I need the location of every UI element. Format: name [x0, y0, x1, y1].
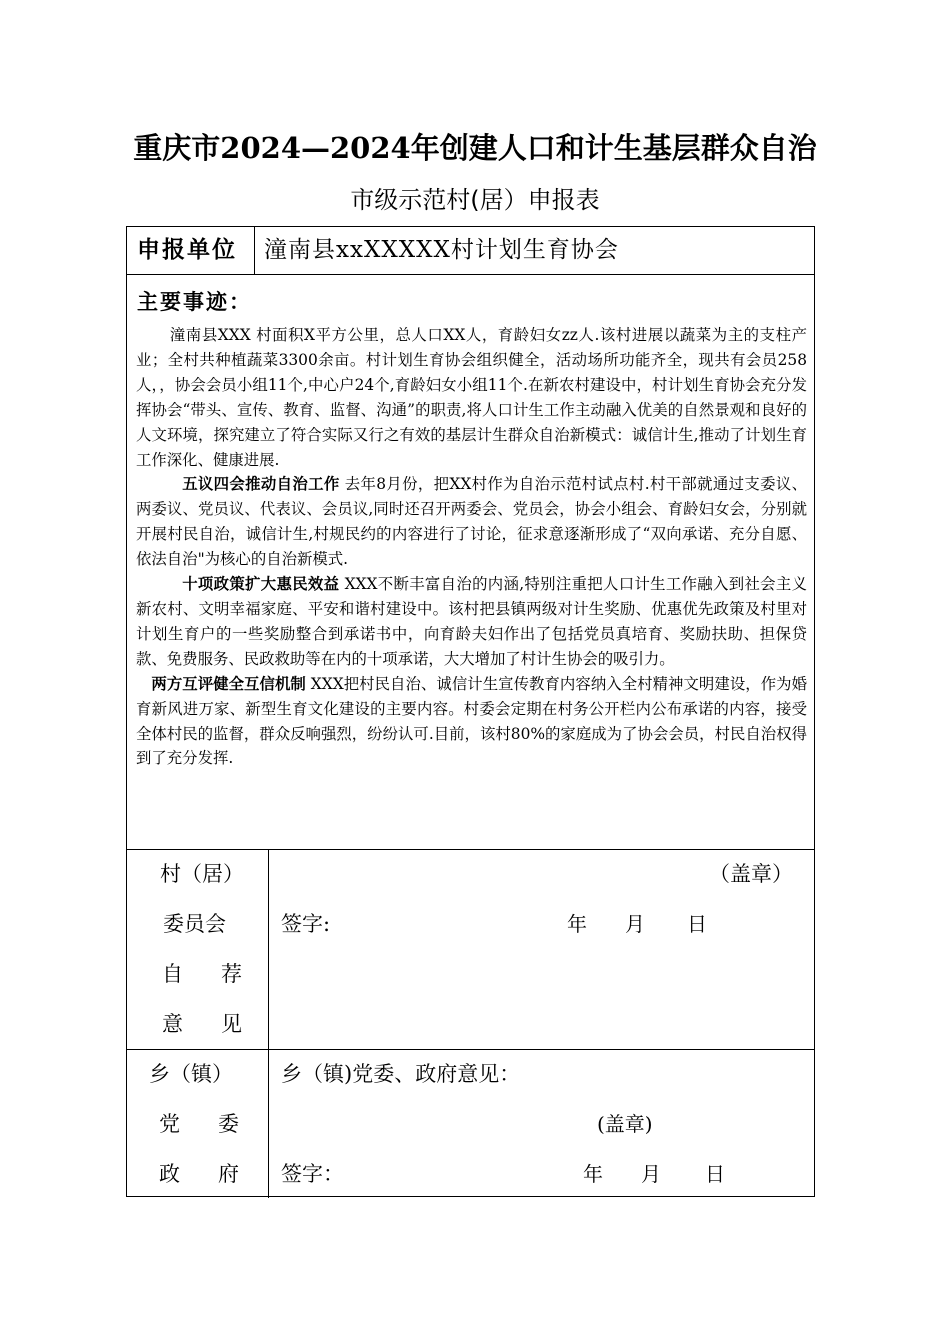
deeds-paragraph-3 [136, 572, 807, 672]
village-divider [268, 849, 269, 1198]
deeds-body[interactable] [136, 323, 807, 771]
village-seal: （盖章） [709, 862, 793, 886]
village-label-line4-a: 意 [162, 1012, 183, 1036]
township-label-line2-a: 党 [159, 1112, 180, 1136]
village-date-year: 年 [567, 912, 587, 936]
deeds-text-2: 去年8月份，把XX村作为自治示范村试点村.村干部就通过支委议、两委议、党员议、代表议、会员议,同时还召开两委会、党员会，协会小组会、育龄妇女会，分别就开展村民自治，诚信计生,村规民约的内容进行了讨论，征求意逐渐形成了“双向承诺、充分自愿、依法自治"为核心的自治新模式. [136, 475, 807, 569]
unit-divider [254, 227, 255, 274]
township-date-day: 日 [705, 1162, 725, 1186]
township-date-year: 年 [583, 1162, 603, 1186]
deeds-heading-3: 十项政策扩大惠民效益 [182, 575, 340, 594]
village-label-line3-b: 荐 [221, 962, 242, 986]
deeds-text-3: XXX不断丰富自治的内涵,特别注重把人口计生工作融入到社会主义新农村、文明幸福家庭、平安和谐村建设中。该村把县镇两级对计生奖励、优惠优先政策及村里对计划生育户的一些奖励整合到承诺书中，向育龄夫妇作出了包括党员真培育、奖励扶助、担保贷款、免费服务、民政救助等在内的十项承诺，大大增加了村计生协会的吸引力。 [136, 575, 807, 668]
deeds-paragraph-2 [136, 472, 807, 572]
village-sign-label[interactable]: 签字: [281, 912, 331, 936]
township-label-line2-b: 委 [218, 1112, 239, 1136]
page-subtitle: 市级示范村(居）申报表 [350, 186, 600, 214]
deeds-paragraph-4 [136, 672, 807, 772]
deeds-heading-4: 两方互评健全互信机制 [151, 674, 306, 693]
village-label-line1: 村（居） [160, 862, 244, 886]
row-divider-1 [127, 274, 814, 275]
village-label-line2: 委员会 [163, 912, 226, 936]
row-divider-2 [127, 849, 814, 850]
page-title: 重庆市2024—2024年创建人口和计生基层群众自治 [133, 131, 817, 165]
township-label-line3-b: 府 [218, 1162, 239, 1186]
township-seal: (盖章) [597, 1112, 653, 1136]
row-divider-3 [127, 1049, 814, 1050]
village-label-line4 [162, 1009, 242, 1039]
village-label-line4-b: 见 [221, 1012, 242, 1036]
unit-value[interactable]: 潼南县xxXXXXX村计划生育协会 [264, 237, 619, 263]
unit-label: 申报单位 [137, 237, 237, 263]
township-label-line1: 乡（镇） [149, 1062, 233, 1086]
township-opinion-label: 乡（镇)党委、政府意见： [281, 1062, 521, 1086]
deeds-heading: 主要事迹： [137, 290, 252, 314]
village-date-month: 月 [625, 912, 645, 936]
township-date-month: 月 [641, 1162, 661, 1186]
deeds-text-4: XXX把村民自治、诚信计生宣传教育内容纳入全村精神文明建设，作为婚育新风进万家、新型生育文化建设的主要内容。村委会定期在村务公开栏内公布承诺的内容，接受全体村民的监督，群众反响强烈，纷纷认可.目前，该村80%的家庭成为了协会会员，村民自治权得到了充分发挥. [136, 674, 807, 768]
township-label-line3 [159, 1159, 239, 1189]
village-label-line3-a: 自 [162, 962, 183, 986]
village-label-line3 [162, 959, 242, 989]
village-date-day: 日 [687, 912, 707, 936]
township-label-line3-a: 政 [159, 1162, 180, 1186]
township-label-line2 [159, 1109, 239, 1139]
deeds-heading-2: 五议四会推动自治工作 [182, 475, 340, 494]
township-sign-label[interactable]: 签字： [281, 1162, 344, 1186]
application-form [126, 226, 815, 1197]
deeds-paragraph-1: 潼南县XXX 村面积X平方公里，总人口XX人，育龄妇女zz人.该村进展以蔬菜为主的支柱产业；全村共种植蔬菜3300余亩。村计划生育协会组织健全，活动场所功能齐全，现共有会员258人，，协会会员小组11个,中心户24个,育龄妇女小组11个.在新农村建设中，村计划生育协会充分发挥协会“带头、宣传、教育、监督、沟通”的职责,将人口计生工作主动融入优美的自然景观和良好的人文环境，探究建立了符合实际又行之有效的基层计生群众自治新模式：诚信计生,推动了计划生育工作深化、健康进展. [136, 326, 807, 469]
